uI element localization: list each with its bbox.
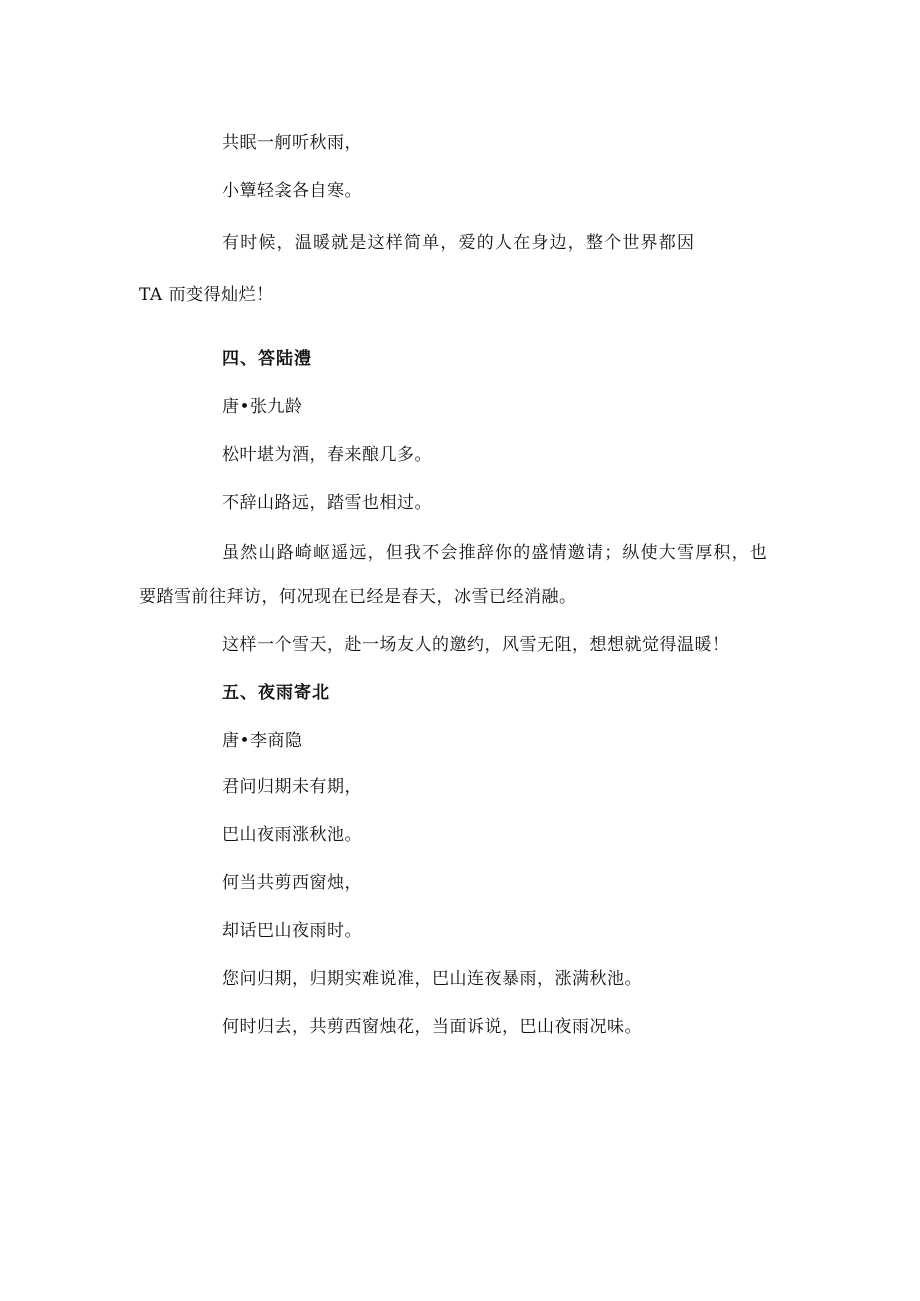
translation-paragraph-continued: 要踏雪前往拜访，何况现在已经是春天，冰雪已经消融。 [139, 587, 577, 607]
poem-line: 共眠一舸听秋雨， [222, 133, 362, 153]
commentary-paragraph-continued: TA 而变得灿烂！ [139, 285, 274, 305]
section-heading: 五、夜雨寄北 [222, 683, 330, 703]
poem-line: 小簟轻衾各自寒。 [222, 181, 362, 201]
poem-line: 君问归期未有期， [222, 777, 362, 797]
poem-line: 何当共剪西窗烛， [222, 873, 362, 893]
poem-line: 却话巴山夜雨时。 [222, 921, 362, 941]
poem-line: 松叶堪为酒，春来酿几多。 [222, 445, 432, 465]
translation-paragraph: 您问归期，归期实难说准，巴山连夜暴雨，涨满秋池。 [222, 969, 642, 989]
poem-author: 唐•张九龄 [222, 397, 303, 417]
section-heading: 四、答陆澧 [222, 349, 312, 369]
commentary-paragraph: 有时候，温暖就是这样简单，爱的人在身边，整个世界都因 [222, 233, 696, 253]
translation-paragraph: 虽然山路崎岖遥远，但我不会推辞你的盛情邀请；纵使大雪厚积，也 [222, 543, 768, 563]
poem-line: 不辞山路远，踏雪也相过。 [222, 493, 432, 513]
poem-author: 唐•李商隐 [222, 731, 303, 751]
translation-paragraph: 何时归去，共剪西窗烛花，当面诉说，巴山夜雨况味。 [222, 1017, 642, 1037]
commentary-paragraph: 这样一个雪天，赴一场友人的邀约，风雪无阻，想想就觉得温暖！ [222, 635, 730, 655]
poem-line: 巴山夜雨涨秋池。 [222, 825, 362, 845]
